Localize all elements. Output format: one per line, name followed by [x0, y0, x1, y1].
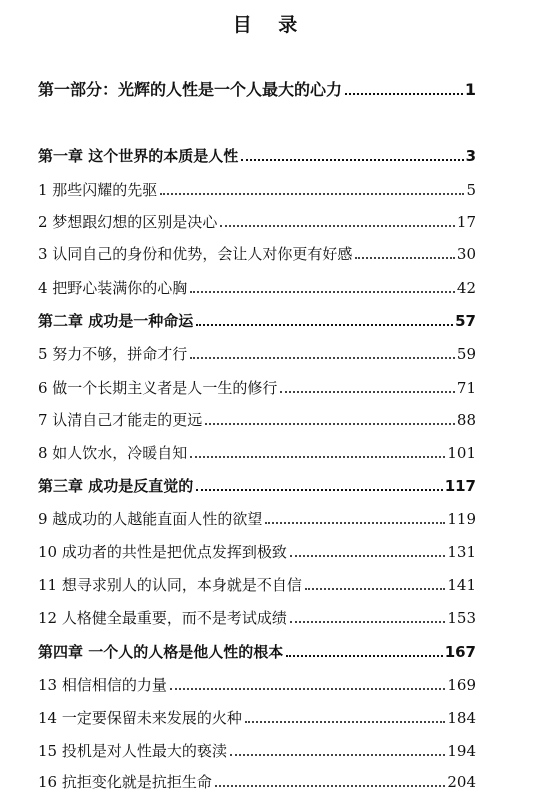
toc-entry-page: 167: [444, 643, 476, 661]
toc-entry-label: 1 那些闪耀的先驱: [38, 181, 158, 199]
toc-chapter-entry: [38, 305, 476, 331]
dot-leader: [345, 93, 463, 95]
toc-entry-page: 141: [447, 576, 476, 594]
dot-leader: [230, 754, 446, 756]
toc-entry-page: 184: [447, 709, 476, 727]
toc-entry-label: 14 一定要保留未来发展的火种: [38, 709, 242, 727]
toc-entry-page: 169: [447, 676, 476, 694]
toc-entry-page: 119: [447, 510, 476, 528]
toc-section-entry: [38, 503, 476, 529]
toc-part-entry: [38, 74, 476, 100]
toc-entry-page: 59: [456, 345, 476, 363]
toc-section-entry: [38, 766, 476, 792]
dot-leader: [190, 291, 455, 293]
dot-leader: [190, 456, 445, 458]
dot-leader: [196, 489, 442, 491]
dot-leader: [280, 391, 455, 393]
toc-entry-page: 204: [447, 773, 476, 791]
toc-entry-label: 8 如人饮水，冷暖自知: [38, 444, 188, 462]
toc-section-entry: [38, 174, 476, 200]
toc-entry-label: 16 抗拒变化就是抗拒生命: [38, 773, 212, 791]
dot-leader: [241, 159, 463, 161]
toc-entry-label: 13 相信相信的力量: [38, 676, 167, 694]
dot-leader: [196, 324, 453, 326]
toc-chapter-entry: [38, 636, 476, 662]
toc-section-entry: [38, 338, 476, 364]
toc-entry-page: 117: [444, 477, 476, 495]
toc-entry-label: 3 认同自己的身份和优势，会让人对你更有好感: [38, 245, 353, 263]
toc-entry-label: 10 成功者的共性是把优点发挥到极致: [38, 543, 287, 561]
toc-entry-page: 71: [456, 379, 476, 397]
toc-entry-page: 17: [456, 213, 476, 231]
toc-chapter-entry: [38, 140, 476, 166]
toc-entry-page: 30: [456, 245, 476, 263]
toc-section-entry: [38, 437, 476, 463]
toc-entry-label: 12 人格健全最重要，而不是考试成绩: [38, 609, 287, 627]
toc-section-entry: [38, 669, 476, 695]
toc-entry-label: 第四章 一个人的人格是他人性的根本: [38, 643, 284, 661]
toc-entry-page: 131: [447, 543, 476, 561]
page-title: 目 录: [232, 14, 308, 36]
toc-entry-label: 6 做一个长期主义者是人一生的修行: [38, 379, 278, 397]
toc-entry-label: 4 把野心装满你的心胸: [38, 279, 188, 297]
toc-entry-label: 7 认清自己才能走的更远: [38, 411, 203, 429]
toc-entry-label: 9 越成功的人越能直面人性的欲望: [38, 510, 263, 528]
toc-entry-page: 3: [465, 147, 476, 165]
toc-part-label: 第一部分：光辉的人性是一个人最大的心力: [38, 80, 343, 99]
toc-section-entry: [38, 206, 476, 232]
toc-entry-page: 101: [447, 444, 476, 462]
toc-chapter-entry: [38, 470, 476, 496]
toc-entry-label: 11 想寻求别人的认同，本身就是不自信: [38, 576, 302, 594]
dot-leader: [355, 257, 455, 259]
toc-section-entry: [38, 702, 476, 728]
dot-leader: [290, 621, 446, 623]
dot-leader: [286, 655, 442, 657]
dot-leader: [160, 193, 464, 195]
toc-section-entry: [38, 735, 476, 761]
toc-section-entry: [38, 536, 476, 562]
toc-section-entry: [38, 238, 476, 264]
toc-entry-label: 2 梦想跟幻想的区别是决心: [38, 213, 218, 231]
dot-leader: [215, 785, 446, 787]
toc-entry-page: 57: [455, 312, 476, 330]
toc-entry-page: 194: [447, 742, 476, 760]
dot-leader: [170, 688, 446, 690]
dot-leader: [305, 588, 446, 590]
toc-section-entry: [38, 569, 476, 595]
dot-leader: [220, 225, 455, 227]
toc-entry-page: 42: [456, 279, 476, 297]
toc-entry-label: 第二章 成功是一种命运: [38, 312, 194, 330]
toc-section-entry: [38, 272, 476, 298]
dot-leader: [190, 357, 455, 359]
toc-entry-page: 88: [456, 411, 476, 429]
toc-entry-label: 15 投机是对人性最大的亵渎: [38, 742, 227, 760]
toc-section-entry: [38, 372, 476, 398]
toc-entry-page: 153: [447, 609, 476, 627]
toc-entry-page: 5: [466, 181, 476, 199]
dot-leader: [265, 522, 445, 524]
dot-leader: [205, 423, 455, 425]
toc-entry-label: 第一章 这个世界的本质是人性: [38, 147, 239, 165]
dot-leader: [245, 721, 446, 723]
toc-section-entry: [38, 404, 476, 430]
toc-entry-label: 第三章 成功是反直觉的: [38, 477, 194, 495]
toc-entry-label: 5 努力不够，拼命才行: [38, 345, 188, 363]
toc-part-page: 1: [464, 80, 476, 99]
toc-section-entry: [38, 602, 476, 628]
dot-leader: [290, 555, 446, 557]
